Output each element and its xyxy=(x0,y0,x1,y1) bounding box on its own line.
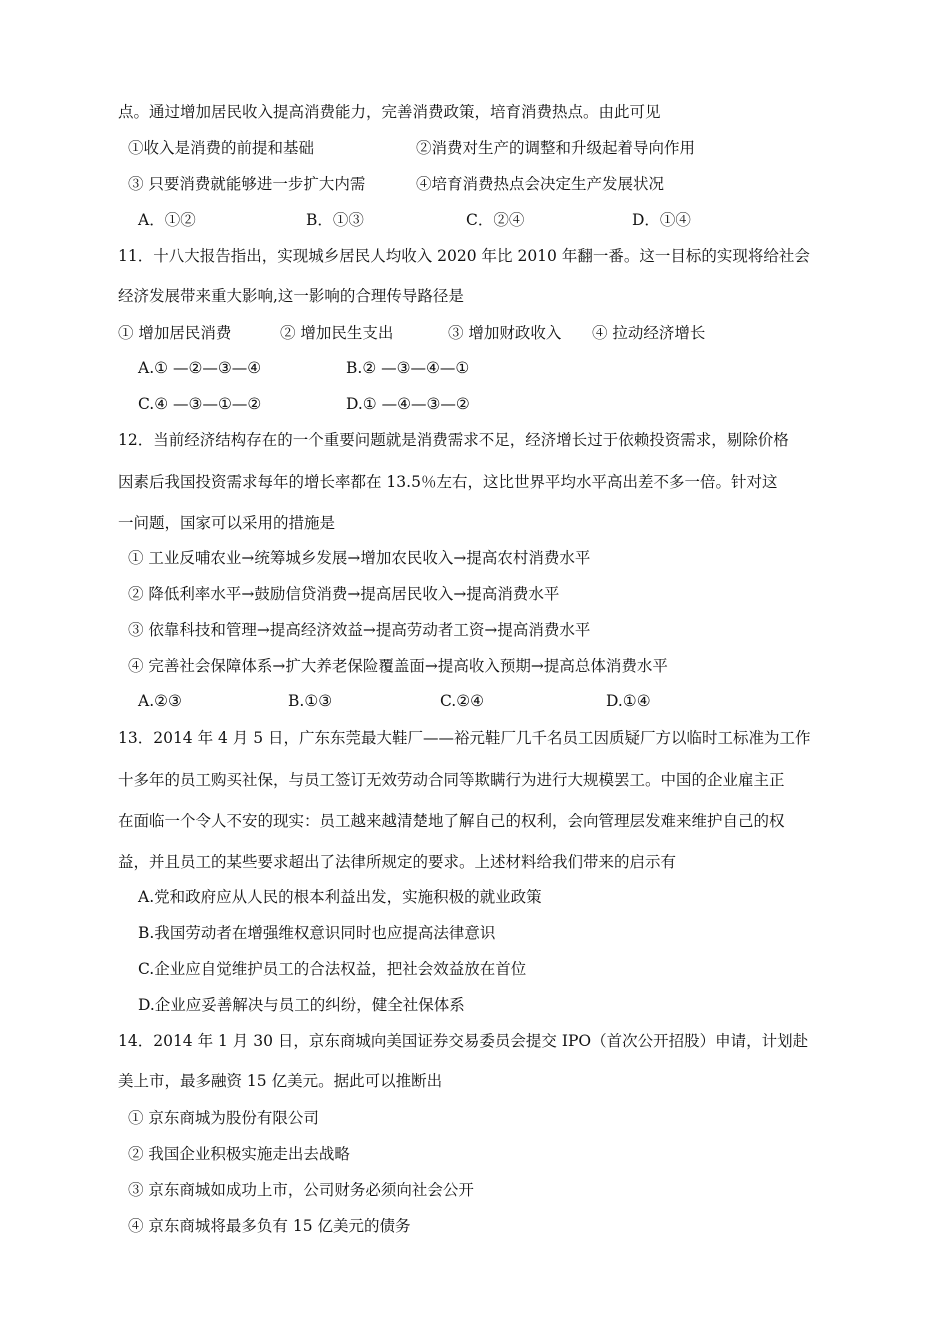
q12-option-c: C.②④ xyxy=(440,692,485,710)
q12-text-line-2: 因素后我国投资需求每年的增长率都在 13.5％左右，这比世界平均水平高出差不多一倍。针对这 xyxy=(118,473,778,491)
q13-option-c: C.企业应自觉维护员工的合法权益，把社会效益放在首位 xyxy=(138,960,527,978)
q10-option-c: C．②④ xyxy=(466,211,525,229)
q11-option-c: C.④ —③—①—② xyxy=(138,395,262,413)
q11-option-d: D.① —④—③—② xyxy=(346,395,470,413)
q11-text-line-1: 11．十八大报告指出，实现城乡居民人均收入 2020 年比 2010 年翻一番。这一目标的实现将给社会 xyxy=(118,247,810,265)
q12-option-d: D.①④ xyxy=(606,692,651,710)
q11-statement-2: ② 增加民生支出 xyxy=(280,324,394,342)
q13-text-line-2: 十多年的员工购买社保，与员工签订无效劳动合同等欺瞒行为进行大规模罢工。中国的企业雇主正 xyxy=(118,771,785,789)
q13-text-line-1: 13．2014 年 4 月 5 日，广东东莞最大鞋厂——裕元鞋厂几千名员工因质疑厂方以临时工标准为工作 xyxy=(118,729,811,747)
q13-option-a: A.党和政府应从人民的根本利益出发，实施积极的就业政策 xyxy=(138,888,542,906)
q12-text-line-3: 一问题，国家可以采用的措施是 xyxy=(118,514,336,532)
q12-statement-3: ③ 依靠科技和管理→提高经济效益→提高劳动者工资→提高消费水平 xyxy=(128,621,591,639)
q12-option-b: B.①③ xyxy=(288,692,333,710)
q10-text-line-1: 点。通过增加居民收入提高消费能力，完善消费政策，培育消费热点。由此可见 xyxy=(118,103,661,121)
q12-statement-2: ② 降低利率水平→鼓励信贷消费→提高居民收入→提高消费水平 xyxy=(128,585,560,603)
q11-option-a: A.① —②—③—④ xyxy=(138,359,262,377)
q12-text-line-1: 12．当前经济结构存在的一个重要问题就是消费需求不足，经济增长过于依赖投资需求，剔除价格 xyxy=(118,431,789,449)
q11-statement-4: ④ 拉动经济增长 xyxy=(592,324,706,342)
q10-statement-4: ④培育消费热点会决定生产发展状况 xyxy=(416,175,665,193)
q10-option-a: A．①② xyxy=(138,211,196,229)
q13-text-line-3: 在面临一个令人不安的现实：员工越来越清楚地了解自己的权利，会向管理层发难来维护自己的权 xyxy=(118,812,785,830)
q12-option-a: A.②③ xyxy=(138,692,182,710)
q10-statement-1: ①收入是消费的前提和基础 xyxy=(128,139,315,157)
q11-statement-1: ① 增加居民消费 xyxy=(118,324,232,342)
q11-option-b: B.② —③—④—① xyxy=(346,359,470,377)
q10-option-d: D．①④ xyxy=(632,211,691,229)
q12-statement-4: ④ 完善社会保障体系→扩大养老保险覆盖面→提高收入预期→提高总体消费水平 xyxy=(128,657,668,675)
q14-statement-1: ① 京东商城为股份有限公司 xyxy=(128,1109,319,1127)
q14-statement-3: ③ 京东商城如成功上市，公司财务必须向社会公开 xyxy=(128,1181,474,1199)
q13-text-line-4: 益，并且员工的某些要求超出了法律所规定的要求。上述材料给我们带来的启示有 xyxy=(118,853,677,871)
q13-option-d: D.企业应妥善解决与员工的纠纷，健全社保体系 xyxy=(138,996,465,1014)
q13-option-b: B.我国劳动者在增强维权意识同时也应提高法律意识 xyxy=(138,924,496,942)
q11-text-line-2: 经济发展带来重大影响,这一影响的合理传导路径是 xyxy=(118,287,464,305)
q14-statement-4: ④ 京东商城将最多负有 15 亿美元的债务 xyxy=(128,1217,411,1235)
q10-statement-2: ②消费对生产的调整和升级起着导向作用 xyxy=(416,139,696,157)
q10-option-b: B．①③ xyxy=(306,211,364,229)
q10-statement-3: ③ 只要消费就能够进一步扩大内需 xyxy=(128,175,366,193)
q14-text-line-2: 美上市，最多融资 15 亿美元。据此可以推断出 xyxy=(118,1072,443,1090)
q14-text-line-1: 14．2014 年 1 月 30 日，京东商城向美国证券交易委员会提交 IPO（首次公开招股）申请，计划赴 xyxy=(118,1032,809,1050)
q14-statement-2: ② 我国企业积极实施走出去战略 xyxy=(128,1145,350,1163)
q12-statement-1: ① 工业反哺农业→统筹城乡发展→增加农民收入→提高农村消费水平 xyxy=(128,549,591,567)
q11-statement-3: ③ 增加财政收入 xyxy=(448,324,562,342)
